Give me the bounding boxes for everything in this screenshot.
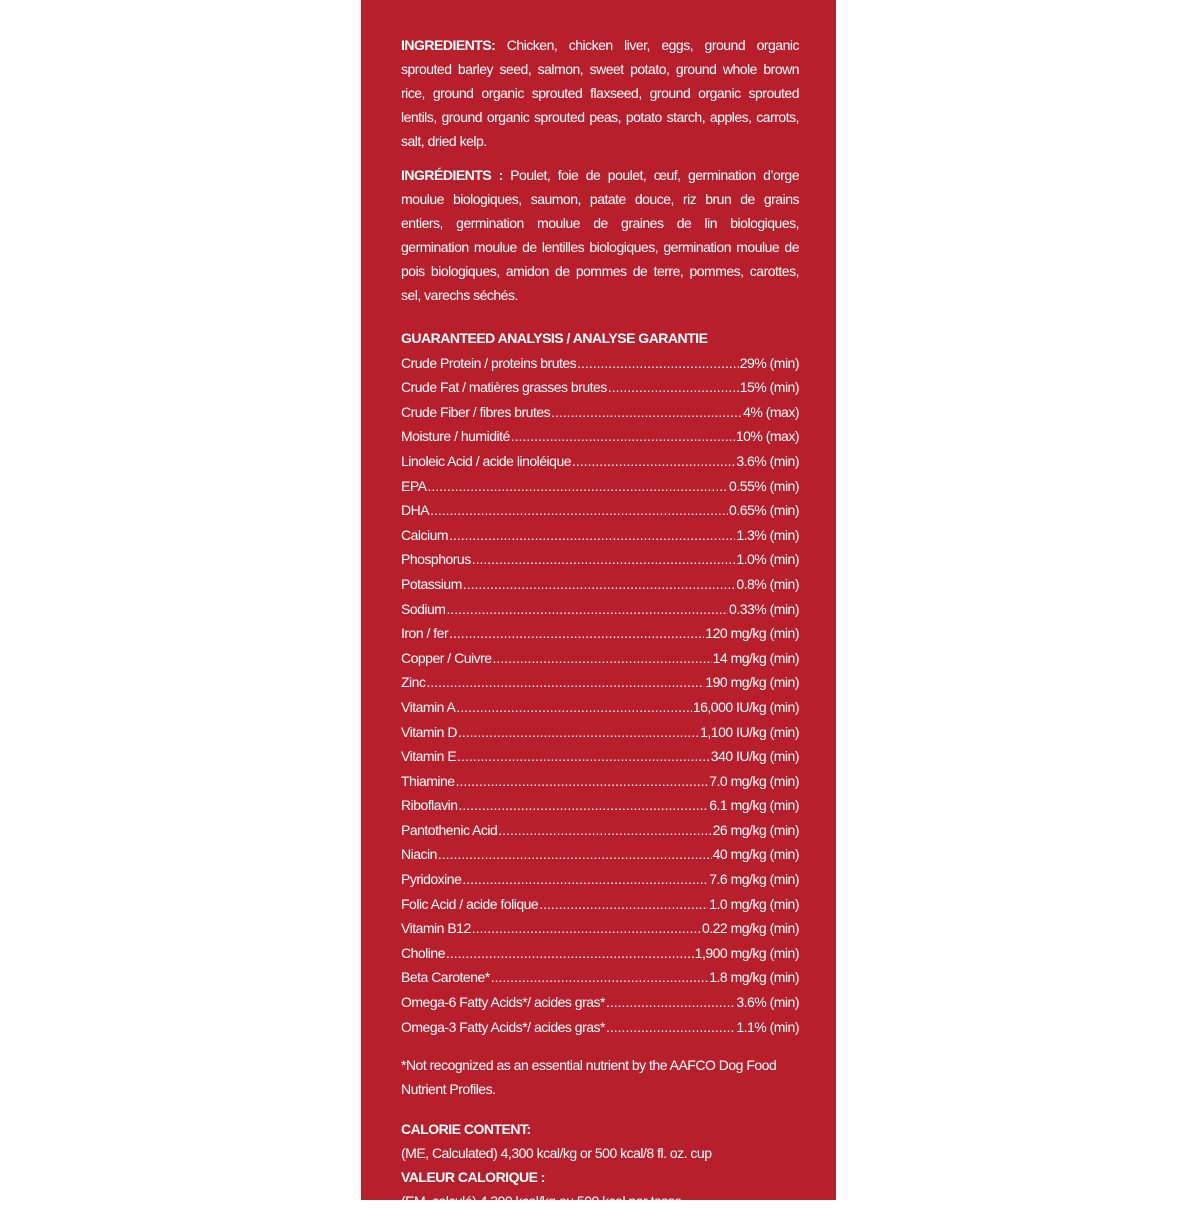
dot-leader bbox=[446, 941, 694, 966]
analysis-value: 340 IU/kg (min) bbox=[710, 748, 799, 765]
analysis-label: Choline bbox=[401, 944, 445, 961]
ingredients-en-text: Chicken, chicken liver, eggs, ground organic sprouted barley seed, salmon, sweet potato, ground whole brown rice, ground organic sprouted flaxseed, ground organic sprouted lentils, ground organic sprouted peas, potato starch, apples, carrots, salt, dried kelp. bbox=[401, 37, 799, 149]
analysis-row bbox=[401, 424, 799, 449]
analysis-label: Riboflavin bbox=[401, 797, 458, 814]
analysis-label: Sodium bbox=[401, 600, 446, 617]
analysis-label: Omega-6 Fatty Acids*/ acides gras* bbox=[401, 994, 605, 1011]
dot-leader bbox=[449, 621, 704, 646]
analysis-row bbox=[401, 547, 799, 572]
analysis-label: DHA bbox=[401, 502, 430, 519]
analysis-row bbox=[401, 818, 799, 843]
analysis-value: 29% (min) bbox=[739, 354, 799, 371]
analysis-label: Pyridoxine bbox=[401, 871, 462, 888]
dot-leader bbox=[462, 867, 708, 892]
analysis-value: 40 mg/kg (min) bbox=[712, 846, 799, 863]
analysis-label: Potassium bbox=[401, 575, 462, 592]
analysis-label: Zinc bbox=[401, 674, 426, 691]
dot-leader bbox=[577, 351, 739, 376]
analysis-row bbox=[401, 1015, 799, 1040]
analysis-label: Iron / fer bbox=[401, 625, 449, 642]
analysis-label: Moisture / humidité bbox=[401, 428, 510, 445]
label-content bbox=[401, 33, 799, 1213]
dot-leader bbox=[608, 375, 739, 400]
analysis-value: 15% (min) bbox=[739, 379, 799, 396]
dot-leader bbox=[463, 572, 735, 597]
dot-leader bbox=[472, 916, 701, 941]
calorie-content-en: (ME, Calculated) 4,300 kcal/kg or 500 kcal/8 fl. oz. cup bbox=[401, 1145, 712, 1162]
analysis-value: 1.0% (min) bbox=[736, 551, 799, 568]
analysis-row bbox=[401, 769, 799, 794]
analysis-row bbox=[401, 965, 799, 990]
calorie-content-title: CALORIE CONTENT: bbox=[401, 1121, 531, 1138]
analysis-label: Omega-3 Fatty Acids*/ acides gras* bbox=[401, 1018, 605, 1035]
dot-leader bbox=[457, 744, 710, 769]
dot-leader bbox=[606, 1015, 735, 1040]
analysis-value: 10% (max) bbox=[735, 428, 799, 445]
dot-leader bbox=[430, 498, 728, 523]
analysis-label: Pantothenic Acid bbox=[401, 821, 498, 838]
analysis-row bbox=[401, 941, 799, 966]
analysis-row bbox=[401, 621, 799, 646]
dot-leader bbox=[438, 842, 712, 867]
analysis-value: 1,900 mg/kg (min) bbox=[694, 944, 799, 961]
dot-leader bbox=[456, 769, 709, 794]
dot-leader bbox=[606, 990, 735, 1015]
analysis-value: 0.65% (min) bbox=[729, 502, 799, 519]
analysis-label: Crude Protein / proteins brutes bbox=[401, 354, 577, 371]
analysis-label: Folic Acid / acide folique bbox=[401, 895, 539, 912]
ingredients-fr bbox=[401, 163, 799, 307]
analysis-row bbox=[401, 597, 799, 622]
aafco-footnote: *Not recognized as an essential nutrient by the AAFCO Dog Food Nutrient Profiles. bbox=[401, 1057, 777, 1098]
analysis-value: 0.22 mg/kg (min) bbox=[701, 920, 799, 937]
analysis-label: Linoleic Acid / acide linoléique bbox=[401, 452, 572, 469]
dot-leader bbox=[493, 646, 712, 671]
analysis-label: Phosphorus bbox=[401, 551, 471, 568]
analysis-row bbox=[401, 400, 799, 425]
analysis-value: 1.0 mg/kg (min) bbox=[709, 895, 799, 912]
dot-leader bbox=[491, 965, 709, 990]
analysis-row bbox=[401, 498, 799, 523]
dot-leader bbox=[472, 547, 736, 572]
analysis-label: Vitamin D bbox=[401, 723, 457, 740]
analysis-row bbox=[401, 670, 799, 695]
dot-leader bbox=[426, 670, 704, 695]
analysis-label: Vitamin B12 bbox=[401, 920, 471, 937]
ingredients-en bbox=[401, 33, 799, 153]
ingredients-fr-heading: INGRÉDIENTS : bbox=[401, 167, 503, 183]
dot-leader bbox=[427, 474, 728, 499]
analysis-row bbox=[401, 572, 799, 597]
analysis-value: 7.6 mg/kg (min) bbox=[709, 871, 799, 888]
analysis-row bbox=[401, 474, 799, 499]
analysis-value: 1.3% (min) bbox=[736, 526, 799, 543]
dot-leader bbox=[511, 424, 735, 449]
analysis-label: Vitamin A bbox=[401, 698, 456, 715]
analysis-label: Crude Fat / matières grasses brutes bbox=[401, 379, 607, 396]
ingredients-fr-text: Poulet, foie de poulet, œuf, germination d’orge moulue biologiques, saumon, patate douce, riz brun de grains entiers, germination moulue de graines de lin biologiques, germination moulue de lentilles biologiques, germination moulue de pois biologiques, amidon de pommes de terre, pommes, carottes, sel, varechs séchés. bbox=[401, 167, 799, 303]
guaranteed-analysis-list bbox=[401, 351, 799, 1040]
dot-leader bbox=[539, 892, 708, 917]
analysis-row bbox=[401, 892, 799, 917]
analysis-value: 7.0 mg/kg (min) bbox=[709, 772, 799, 789]
analysis-value: 26 mg/kg (min) bbox=[712, 821, 799, 838]
analysis-label: Thiamine bbox=[401, 772, 455, 789]
analysis-value: 0.55% (min) bbox=[729, 477, 799, 494]
analysis-row bbox=[401, 449, 799, 474]
analysis-value: 14 mg/kg (min) bbox=[712, 649, 799, 666]
dot-leader bbox=[498, 818, 711, 843]
analysis-row bbox=[401, 842, 799, 867]
analysis-label: Crude Fiber / fibres brutes bbox=[401, 403, 551, 420]
analysis-label: Calcium bbox=[401, 526, 449, 543]
analysis-value: 1,100 IU/kg (min) bbox=[700, 723, 799, 740]
analysis-row bbox=[401, 990, 799, 1015]
dot-leader bbox=[551, 400, 742, 425]
valeur-calorique-title: VALEUR CALORIQUE : bbox=[401, 1169, 545, 1186]
analysis-row bbox=[401, 720, 799, 745]
analysis-row bbox=[401, 375, 799, 400]
analysis-value: 120 mg/kg (min) bbox=[705, 625, 799, 642]
analysis-label: EPA bbox=[401, 477, 427, 494]
analysis-value: 3.6% (min) bbox=[736, 994, 799, 1011]
analysis-row bbox=[401, 695, 799, 720]
analysis-label: Beta Carotene* bbox=[401, 969, 490, 986]
analysis-label: Copper / Cuivre bbox=[401, 649, 492, 666]
analysis-row bbox=[401, 646, 799, 671]
label-panel bbox=[361, 0, 836, 1210]
dot-leader bbox=[458, 793, 708, 818]
dot-leader bbox=[572, 449, 735, 474]
analysis-row bbox=[401, 867, 799, 892]
analysis-label: Niacin bbox=[401, 846, 437, 863]
analysis-row bbox=[401, 523, 799, 548]
guaranteed-analysis-title: GUARANTEED ANALYSIS / ANALYSE GARANTIE bbox=[401, 330, 708, 346]
dot-leader bbox=[458, 720, 699, 745]
analysis-value: 0.33% (min) bbox=[729, 600, 799, 617]
analysis-value: 6.1 mg/kg (min) bbox=[709, 797, 799, 814]
analysis-row bbox=[401, 351, 799, 376]
dot-leader bbox=[449, 523, 735, 548]
analysis-row bbox=[401, 744, 799, 769]
analysis-value: 190 mg/kg (min) bbox=[705, 674, 799, 691]
analysis-value: 4% (max) bbox=[743, 403, 799, 420]
analysis-value: 3.6% (min) bbox=[736, 452, 799, 469]
analysis-value: 1.8 mg/kg (min) bbox=[709, 969, 799, 986]
analysis-row bbox=[401, 793, 799, 818]
dot-leader bbox=[446, 597, 728, 622]
analysis-row bbox=[401, 916, 799, 941]
analysis-label: Vitamin E bbox=[401, 748, 457, 765]
calorie-content-fr: (EM, calculé) 4,300 kcal/kg ou 500 kcal par tasse bbox=[401, 1193, 682, 1210]
analysis-value: 16,000 IU/kg (min) bbox=[692, 698, 799, 715]
analysis-value: 1.1% (min) bbox=[736, 1018, 799, 1035]
dot-leader bbox=[456, 695, 691, 720]
analysis-value: 0.8% (min) bbox=[736, 575, 799, 592]
ingredients-en-heading: INGREDIENTS: bbox=[401, 37, 496, 53]
